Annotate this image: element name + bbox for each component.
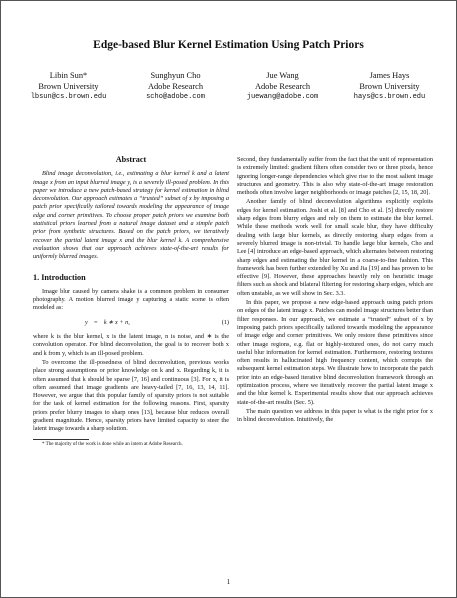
abstract-text: Blind image deconvolution, i.e., estimating a blur kernel k and a latent image x from an input blurred image y, is a severely ill-posed problem. In this paper we introduce a new patch-based strategy for kernel estimation in blind deconvolution. Our approach estimates a “trusted” subset of x by imposing a patch prior specifically tailored towards modeling the appearance of image edge and corner primitives. To choose proper patch priors we examine both statistical priors learned from a natural image dataset and a simple patch prior from synthetic structures. Based on the patch priors, we iteratively recover the partial latent image x and the blur kernel k. A comprehensive evaluation shows that our approach achieves state-of-the-art results for uniformly blurred images.: [33, 170, 229, 261]
section-heading: 1. Introduction: [33, 272, 86, 282]
author-affiliation: Brown University: [38, 81, 99, 91]
author-email: lbsun@cs.brown.edu: [30, 93, 107, 102]
page-number: 1: [226, 578, 231, 586]
left-column: [33, 156, 229, 449]
equation-lhs: y: [85, 318, 88, 326]
paper-title: Edge-based Blur Kernel Estimation Using Patch Priors: [93, 39, 364, 51]
equation-expression: [33, 319, 130, 327]
author-block: [336, 71, 443, 103]
author-affiliation: Brown University: [359, 81, 420, 91]
author-affiliation: Adobe Research: [254, 81, 311, 91]
paragraph: The main question we address in this paper is what is the right prior for x in blind deconvolution. Intuitively, the: [237, 407, 433, 424]
footnote: * The majority of the work is done while an intern at Adobe Research.: [42, 441, 183, 447]
paragraph: Another family of blind deconvolution algorithms explicitly exploits edges for kernel estimation. Joshi et al. [8] and Cho et al. [5] directly restore sharp edges from blurry edges and rely on them to estimate the blur kernel. While these methods work well for small scale blur, they have difficulty dealing with large blur kernels, as directly restoring sharp edges from a severely blurred image is non-trivial. To handle large blur kernels, Cho and Lee [4] introduce an edge-based approach, which alternates between restoring sharp edges and estimating the blur kernel in a coarse-to-fine fashion. This framework has been further extended by Xu and Jia [19] and has proven to be effective [9]. However, these approaches heavily rely on heuristic image filters such as shock and bilateral filtering for restoring sharp edges, which are often unstable, as we will show in Sec. 3.3.: [237, 198, 433, 297]
equation-rhs: k ∗ x + n,: [103, 318, 130, 326]
author-affiliation: Adobe Research: [147, 81, 204, 91]
paragraph: Second, they fundamentally suffer from the fact that the unit of representation is extremely limited: gradient filters often consider two or three pixels, hence ignoring longer-range dependencies which give rise to the most salient image structures and geometry. This is also why state-of-the-art image restoration methods often involve larger neighborhoods or image patches [2, 15, 18, 20].: [237, 156, 433, 197]
abstract-heading: Abstract: [115, 155, 147, 164]
author-email: juewang@adobe.com: [246, 93, 319, 102]
author-email: scho@adobe.com: [146, 93, 205, 102]
right-column: [237, 156, 433, 426]
author-name: Sunghyun Cho: [150, 71, 201, 80]
equation-1: [33, 319, 229, 327]
author-list: [15, 71, 443, 103]
paragraph: In this paper, we propose a new edge-based approach using patch priors on edges of the latent image x. Patches can model image structures better than filter responses. In our approach, we estimate a “trusted” subset of x by imposing patch priors specifically tailored towards modeling the appearance of image edge and corner primitives. We only restore these primitives since other image regions, e.g. flat or highly-textured ones, do not carry much useful blur information for kernel estimation. Furthermore, restoring textures often results in hallucinated high frequency content, which corrupts the subsequent kernel estimation steps. We illustrate how to incorporate the patch prior into an edge-based iterative blind deconvolution framework through an optimization process, where we iteratively recover the partial latent image x and the blur kernel k. Experimental results show that our approach achieves state-of-the-art results (Sec. 5).: [237, 299, 433, 406]
author-email: hays@cs.brown.edu: [353, 93, 426, 102]
paragraph: To overcome the ill-posedness of blind deconvolution, previous works place strong assumptions or prior knowledge on k and x. Regarding k, it is often assumed that k should be sparse [7, 16] and continuous [3]. For x, it is often assumed that image gradients are heavy-tailed [7, 16, 13, 14, 11]. However, we argue that this popular family of sparsity priors is not suitable for the task of kernel estimation for the following reasons. First, sparsity priors prefer blurry images to sharp ones [13], because blur reduces overall gradient magnitude. Hence, sparsity priors have limited capacity to steer the latent image towards a sharp solution.: [33, 358, 229, 433]
author-block: [229, 71, 336, 103]
author-name: Libin Sun*: [49, 71, 88, 80]
paragraph: where k is the blur kernel, x is the latent image, n is noise, and ∗ is the convolution operator. For blind deconvolution, the goal is to recover both x and k from y, which is an ill-posed problem.: [33, 333, 229, 357]
abstract-section: [33, 170, 229, 261]
author-name: Jue Wang: [266, 71, 299, 80]
paragraph: Image blur caused by camera shake is a common problem in consumer photography. A motion blurred image y capturing a static scene is often modeled as:: [33, 287, 229, 312]
author-block: [15, 71, 122, 103]
author-name: James Hays: [369, 71, 410, 80]
equation-equals: =: [94, 318, 98, 326]
footnote-rule: [33, 439, 89, 440]
author-block: [122, 71, 229, 103]
equation-number: (1): [221, 318, 229, 326]
